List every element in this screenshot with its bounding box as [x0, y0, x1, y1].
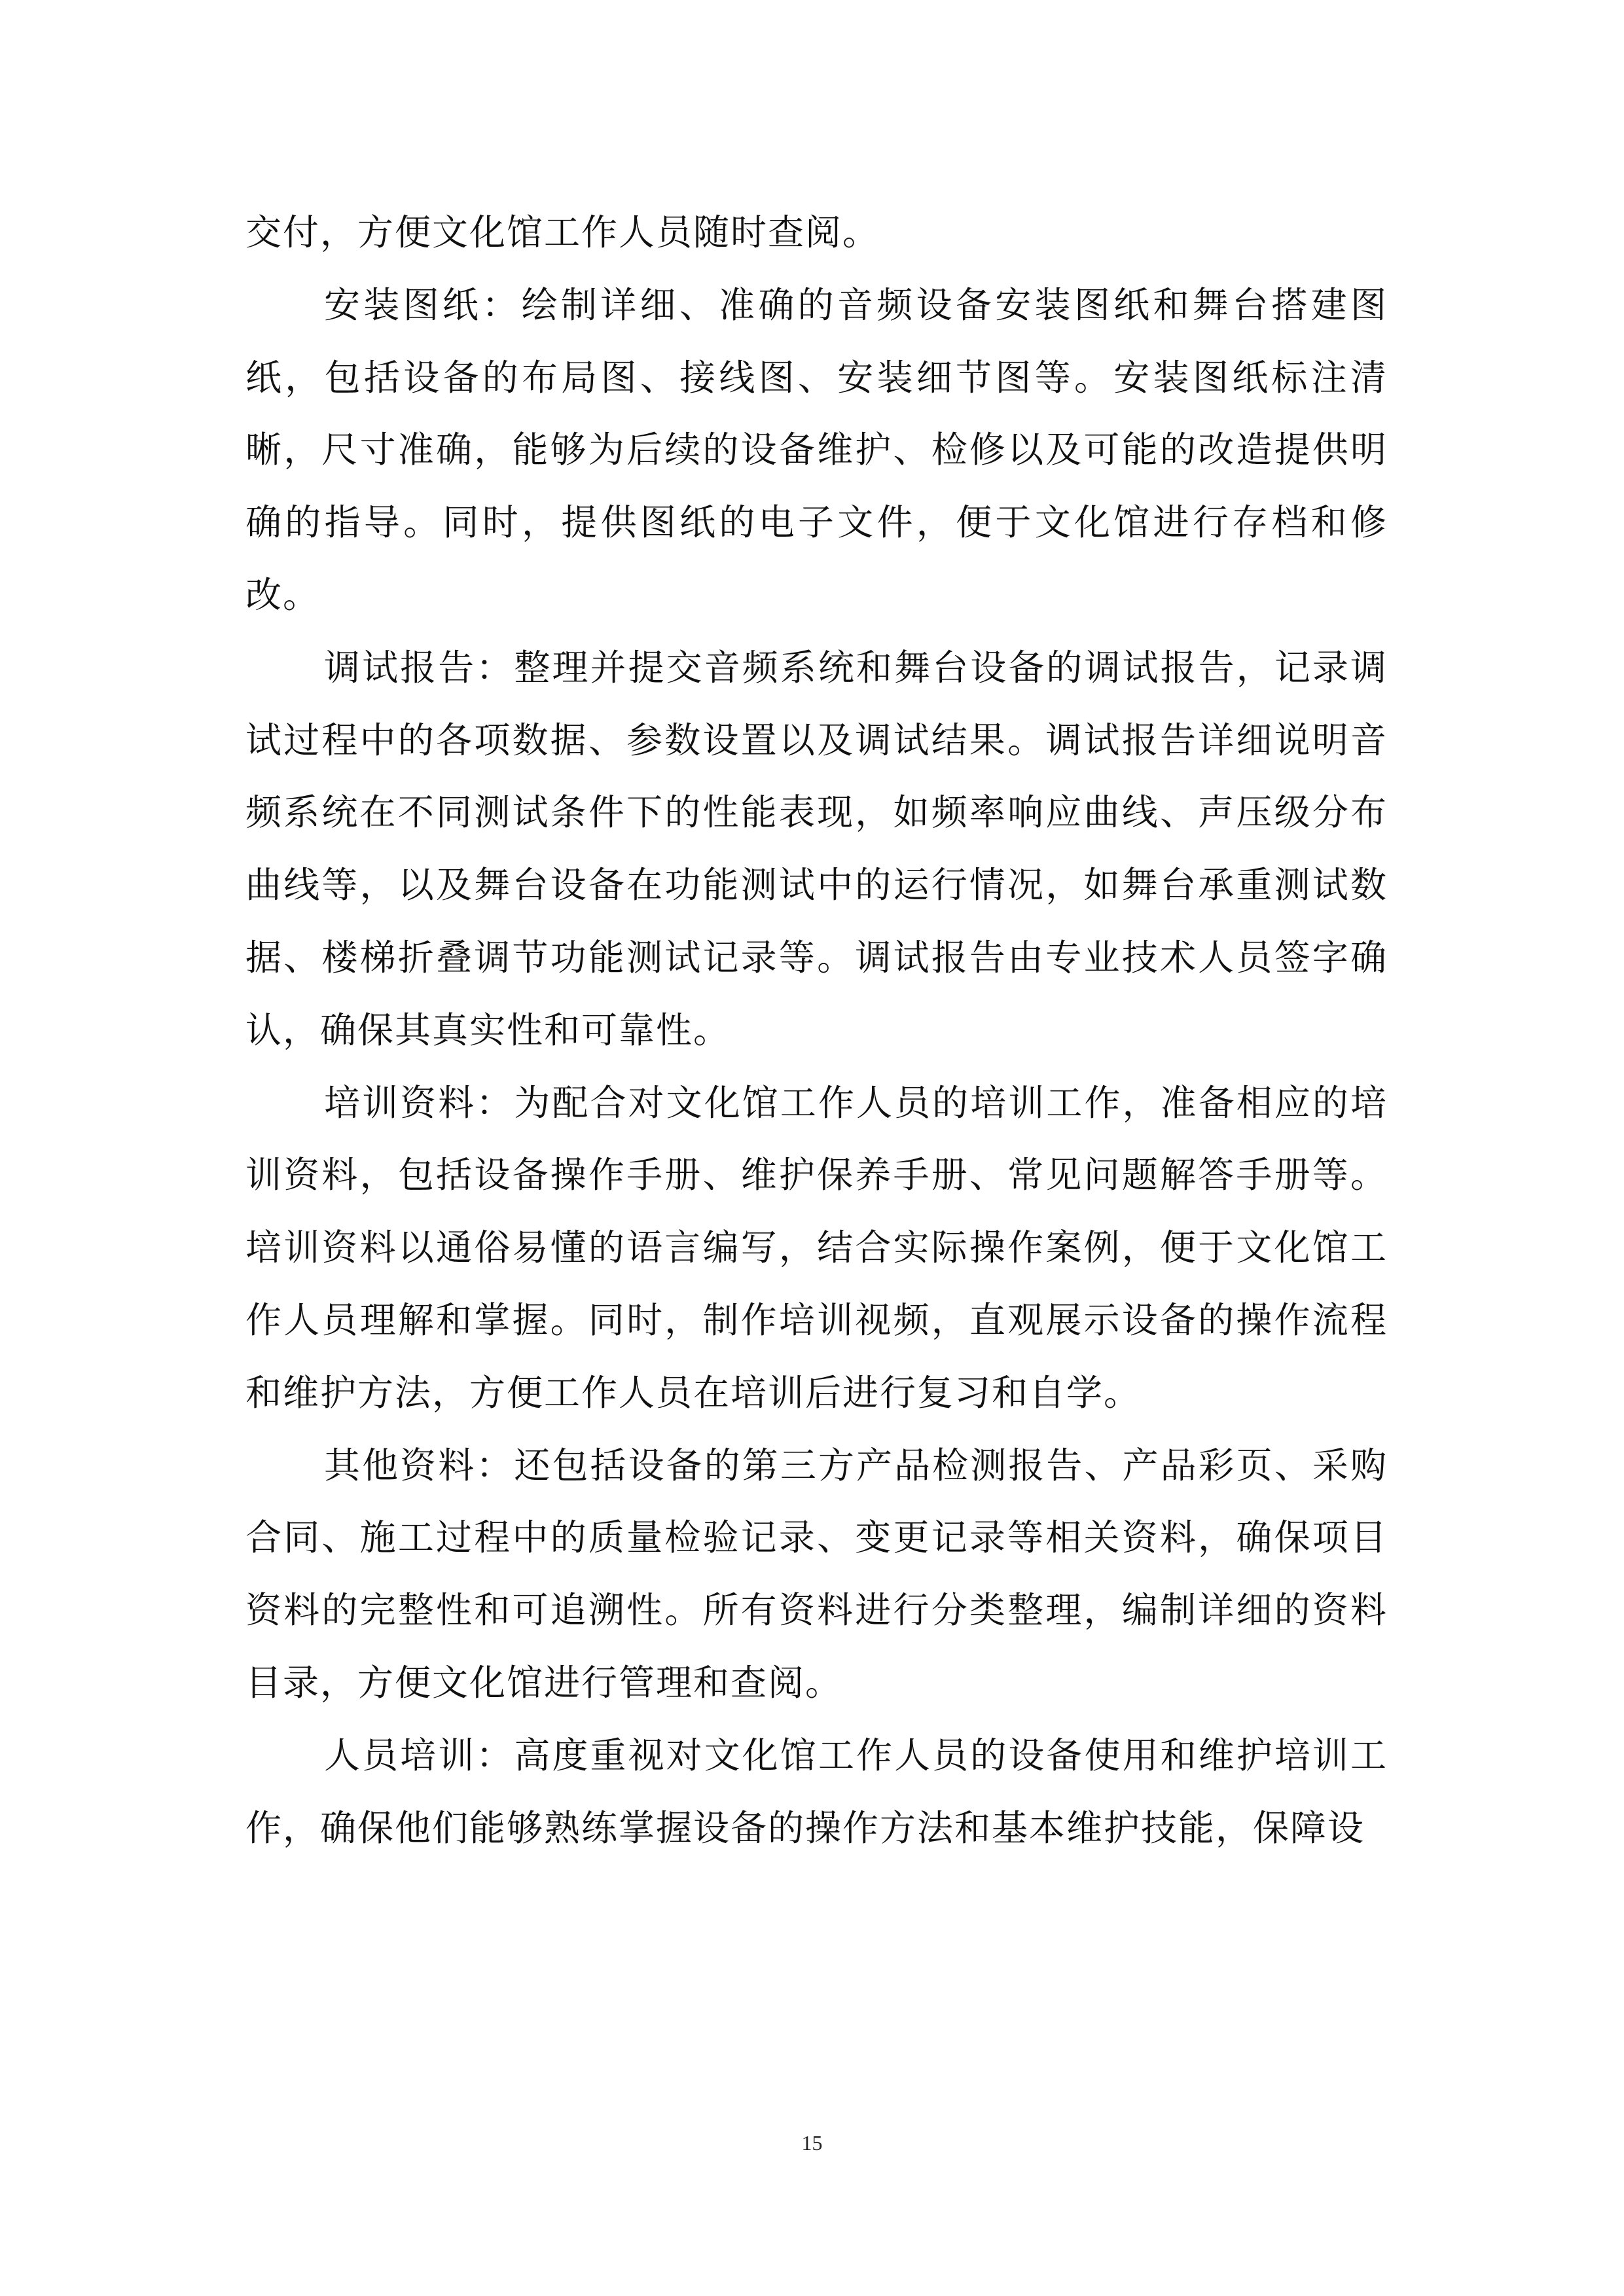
paragraph-staff-training: 人员培训：高度重视对文化馆工作人员的设备使用和维护培训工作，确保他们能够熟练掌握设备的操作方法和基本维护技能，保障设 — [245, 1734, 1388, 1849]
paragraph-installation-drawings: 安装图纸：绘制详细、准确的音频设备安装图纸和舞台搭建图纸，包括设备的布局图、接线图、安装细节图等。安装图纸标注清晰，尺寸准确，能够为后续的设备维护、检修以及可能的改造提供明确的指导。同时，提供图纸的电子文件，便于文化馆进行存档和修改。 — [245, 283, 1388, 616]
paragraph-debug-report: 调试报告：整理并提交音频系统和舞台设备的调试报告，记录调试过程中的各项数据、参数设置以及调试结果。调试报告详细说明音频系统在不同测试条件下的性能表现，如频率响应曲线、声压级分布曲线等，以及舞台设备在功能测试中的运行情况，如舞台承重测试数据、楼梯折叠调节功能测试记录等。调试报告由专业技术人员签字确认，确保其真实性和可靠性。 — [245, 646, 1388, 1051]
body-text — [245, 196, 1388, 1864]
paragraph-training-materials: 培训资料：为配合对文化馆工作人员的培训工作，准备相应的培训资料，包括设备操作手册、维护保养手册、常见问题解答手册等。培训资料以通俗易懂的语言编写，结合实际操作案例，便于文化馆工作人员理解和掌握。同时，制作培训视频，直观展示设备的操作流程和维护方法，方便工作人员在培训后进行复习和自学。 — [245, 1081, 1388, 1414]
paragraph-continuation: 交付，方便文化馆工作人员随时查阅。 — [245, 211, 880, 253]
paragraph-other-materials: 其他资料：还包括设备的第三方产品检测报告、产品彩页、采购合同、施工过程中的质量检验记录、变更记录等相关资料，确保项目资料的完整性和可追溯性。所有资料进行分类整理，编制详细的资料目录，方便文化馆进行管理和查阅。 — [245, 1444, 1388, 1704]
page-number: 15 — [801, 2131, 823, 2155]
